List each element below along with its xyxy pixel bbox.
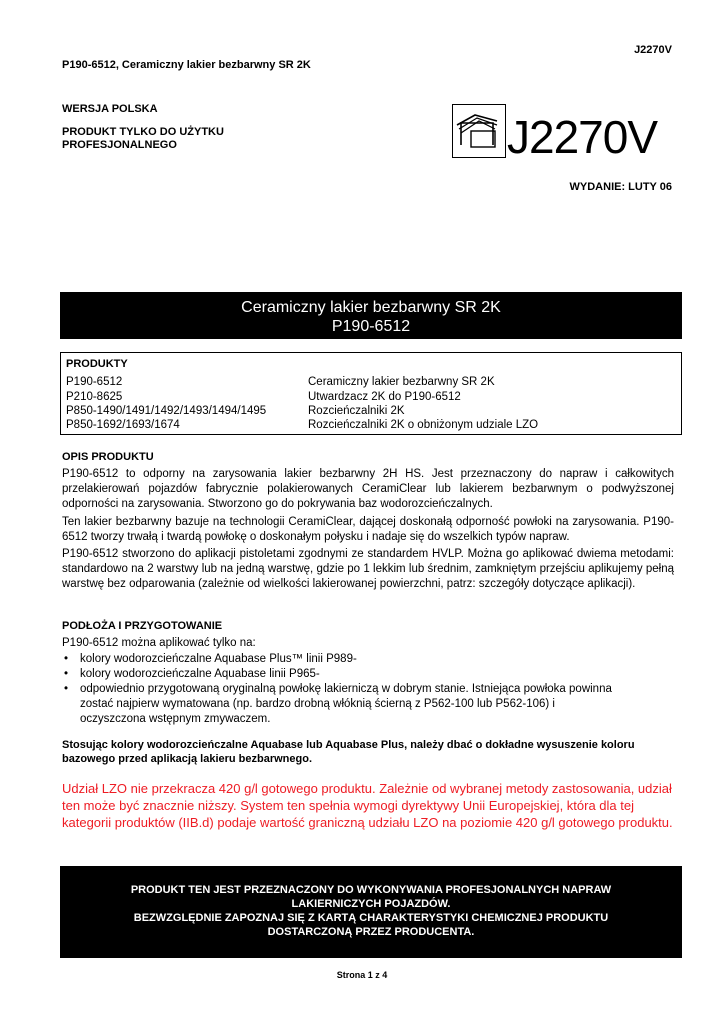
description-paragraph-2: Ten lakier bezbarwny bazuje na technologii CeramiClear, dającej doskonałą odporność powłoki na zarysowania. P190-6512 tworzy trwałą i twardą powłokę o doskonałym połysku i nadaje się do wszelkich typów napraw. bbox=[62, 516, 674, 543]
bullet-icon: • bbox=[64, 668, 69, 680]
product-code-0: P190-6512 bbox=[66, 376, 123, 388]
description-heading: OPIS PRODUKTU bbox=[62, 451, 154, 463]
logo-code-text: J2270V bbox=[507, 111, 658, 163]
products-heading: PRODUKTY bbox=[66, 358, 128, 370]
professional-notice-box bbox=[60, 866, 682, 958]
version-label: WERSJA POLSKA bbox=[62, 103, 158, 115]
list-item: • odpowiednio przygotowaną oryginalną powłokę lakierniczą w dobrym stanie. Istniejąca powłoka powinna zostać najpierw wymatowana (np. bardzo drobną włóknią ścierną z P562-100 lub P562-106) i oczyszczona wstępnym zmywaczem. bbox=[64, 683, 612, 725]
document-code: J2270V bbox=[634, 44, 672, 56]
notice-line-4: DOSTARCZONĄ PRZEZ PRODUCENTA. bbox=[267, 926, 475, 938]
list-item: • kolory wodorozcieńczalne Aquabase Plus™ linii P989- bbox=[64, 653, 357, 665]
page-number: Strona 1 z 4 bbox=[336, 970, 388, 980]
substrates-heading: PODŁOŻA I PRZYGOTOWANIE bbox=[62, 620, 223, 632]
bullet-icon: • bbox=[64, 683, 69, 695]
edition-label: WYDANIE: LUTY 06 bbox=[569, 181, 672, 193]
product-desc-2: Rozcieńczalniki 2K bbox=[308, 405, 405, 417]
product-title-banner bbox=[60, 292, 682, 339]
product-code-2: P850-1490/1491/1492/1493/1494/1495 bbox=[66, 405, 267, 417]
bullet-icon: • bbox=[64, 653, 69, 665]
product-desc-0: Ceramiczny lakier bezbarwny SR 2K bbox=[308, 376, 495, 388]
description-paragraph-3: P190-6512 stworzono do aplikacji pistoletami zgodnymi ze standardem HVLP. Można go aplikować dwiema metodami: standardowo na 2 warstwy lub na jedną warstwę, gdzie po 1 lekkim lub średnim, zamkniętym przejściu aplikujemy pełną warstwę bez odparowania (zależnie od wielkości lakierowanej powierzchni, patrz: szczegóły dotyczące aplikacji). bbox=[62, 548, 674, 590]
professional-use-label bbox=[62, 126, 322, 152]
description-paragraph-1: P190-6512 to odporny na zarysowania lakier bezbarwny 2H HS. Jest przeznaczony do napraw i całkowitych przelakierowań pojazdów fabrycznie polakierowanych CeramiClear lub lakierem bezbarwnym o podwyższonej odporności na zarysowania. Stworzono go do pokrywania baz wodorozcieńczalnych. bbox=[62, 468, 674, 510]
product-code-1: P210-8625 bbox=[66, 391, 123, 403]
voc-note: Udział LZO nie przekracza 420 g/l gotowego produktu. Zależnie od wybranej metody zastosowania, udział ten może być znacznie niższy. System ten spełnia wymogi dyrektywy Unii Europejskiej, która dla tej kategorii produktów (IIB.d) podaje wartość graniczną udziału LZO na poziomie 420 g/l gotowego produktu. bbox=[62, 781, 673, 830]
aquabase-warning: Stosując kolory wodorozcieńczalne Aquabase lub Aquabase Plus, należy dbać o dokładne wysuszenie koloru bazowego przed aplikacją lakieru bezbarwnego. bbox=[62, 739, 635, 765]
notice-line-3: BEZWZGLĘDNIE ZAPOZNAJ SIĘ Z KARTĄ CHARAKTERYSTYKI CHEMICZNEJ PRODUKTU bbox=[133, 912, 609, 924]
notice-line-2: LAKIERNICZYCH POJAZDÓW. bbox=[291, 898, 451, 910]
substrates-list bbox=[62, 652, 674, 727]
list-item: • kolory wodorozcieńczalne Aquabase linii P965- bbox=[64, 668, 320, 680]
notice-line-1: PRODUKT TEN JEST PRZEZNACZONY DO WYKONYWANIA PROFESJONALNYCH NAPRAW bbox=[130, 884, 612, 896]
professional-line-2: PROFESJONALNEGO bbox=[62, 139, 177, 151]
substrates-intro: P190-6512 można aplikować tylko na: bbox=[62, 637, 256, 649]
document-header-title: P190-6512, Ceramiczny lakier bezbarwny SR 2K bbox=[62, 59, 311, 71]
product-desc-1: Utwardzacz 2K do P190-6512 bbox=[308, 391, 461, 403]
banner-line-2: P190-6512 bbox=[331, 318, 411, 335]
product-code-3: P850-1692/1693/1674 bbox=[66, 419, 180, 431]
banner-line-1: Ceramiczny lakier bezbarwny SR 2K bbox=[241, 299, 501, 316]
product-desc-3: Rozcieńczalniki 2K o obniżonym udziale LZO bbox=[308, 419, 539, 431]
book-logo-icon bbox=[452, 104, 506, 158]
professional-line-1: PRODUKT TYLKO DO UŻYTKU bbox=[62, 126, 224, 138]
